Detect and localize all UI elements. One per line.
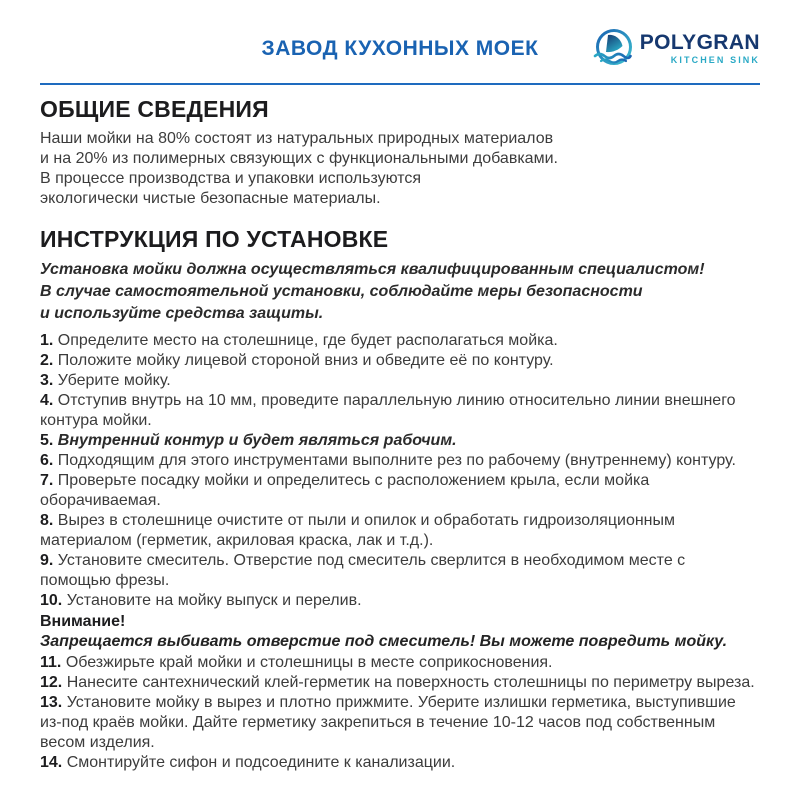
step-number: 8. — [40, 512, 54, 529]
logo-text — [639, 30, 760, 65]
sail-wave-logo-icon — [593, 28, 633, 70]
paragraph-line: В процессе производства и упаковки используются — [40, 170, 422, 187]
step-6: 6. Подходящим для этого инструментами выполните рез по рабочему (внутреннему) контуру. — [40, 452, 736, 469]
step-number: 1. — [40, 332, 54, 349]
paragraph-line: экологически чистые безопасные материалы. — [40, 190, 381, 207]
intro-line: и используйте средства защиты. — [40, 305, 324, 322]
step-8: 8. Вырез в столешнице очистите от пыли и опилок и обработать гидроизоляционным материалом (герметик, акриловая краска, лак и т.д.). — [40, 512, 676, 549]
step-number: 5. — [40, 432, 54, 449]
intro-line: В случае самостоятельной установки, соблюдайте меры безопасности — [40, 283, 643, 300]
step-number: 13. — [40, 694, 63, 711]
step-11: 11. Обезжирьте край мойки и столешницы в месте соприкосновения. — [40, 654, 553, 671]
step-number: 6. — [40, 452, 54, 469]
step-number: 10. — [40, 592, 63, 609]
attention-label: Внимание! — [40, 613, 126, 630]
step-12: 12. Нанесите сантехнический клей-герметик на поверхность столешницы по периметру выреза. — [40, 674, 755, 691]
step-number: 9. — [40, 552, 54, 569]
step-13: 13. Установите мойку в вырез и плотно прижмите. Уберите излишки герметика, выступившие из-под краёв мойки. Дайте герметику закрепиться в течение 10-12 часов под собственным весом изделия. — [40, 694, 736, 751]
polygran-logo — [592, 28, 760, 70]
install-heading: ИНСТРУКЦИЯ ПО УСТАНОВКЕ — [40, 226, 389, 252]
step-2: 2. Положите мойку лицевой стороной вниз и обведите её по контуру. — [40, 352, 554, 369]
step-number: 14. — [40, 754, 63, 771]
factory-title: ЗАВОД КУХОННЫХ МОЕК — [261, 36, 539, 60]
general-info-paragraph — [40, 129, 760, 209]
header — [40, 0, 760, 85]
installation-steps-list — [40, 331, 760, 773]
attention-warning-text: Запрещается выбивать отверстие под смеситель! Вы можете повредить мойку. — [40, 633, 728, 650]
step-14: 14. Смонтируйте сифон и подсоедините к канализации. — [40, 754, 456, 771]
step-number: 7. — [40, 472, 54, 489]
paragraph-line: и на 20% из полимерных связующих с функциональными добавками. — [40, 150, 558, 167]
step-4: 4. Отступив внутрь на 10 мм, проведите параллельную линию относительно линии внешнего контура мойки. — [40, 392, 736, 429]
paragraph-line: Наши мойки на 80% состоят из натуральных природных материалов — [40, 130, 554, 147]
step-9: 9. Установите смеситель. Отверстие под смеситель сверлится в необходимом месте с помощью фрезы. — [40, 552, 686, 589]
step-number: 2. — [40, 352, 54, 369]
general-info-heading: ОБЩИЕ СВЕДЕНИЯ — [40, 96, 269, 122]
step-number: 4. — [40, 392, 54, 409]
safety-warning-intro — [40, 259, 760, 325]
content — [0, 96, 800, 773]
step-number: 11. — [40, 654, 62, 671]
step-1: 1. Определите место на столешнице, где будет располагаться мойка. — [40, 332, 558, 349]
step-10: 10. Установите на мойку выпуск и перелив. — [40, 592, 362, 609]
brand-subtitle: KITCHEN SINK — [670, 54, 760, 65]
step-number: 3. — [40, 372, 54, 389]
step-7: 7. Проверьте посадку мойки и определитесь с расположением крыла, если мойка оборачиваемая. — [40, 472, 650, 509]
step-number: 12. — [40, 674, 63, 691]
brand-name: POLYGRAN — [639, 30, 760, 54]
intro-line: Установка мойки должна осуществляться квалифицированным специалистом! — [40, 261, 705, 278]
step-5: 5. Внутренний контур и будет являться рабочим. — [40, 432, 457, 449]
step-3: 3. Уберите мойку. — [40, 372, 171, 389]
